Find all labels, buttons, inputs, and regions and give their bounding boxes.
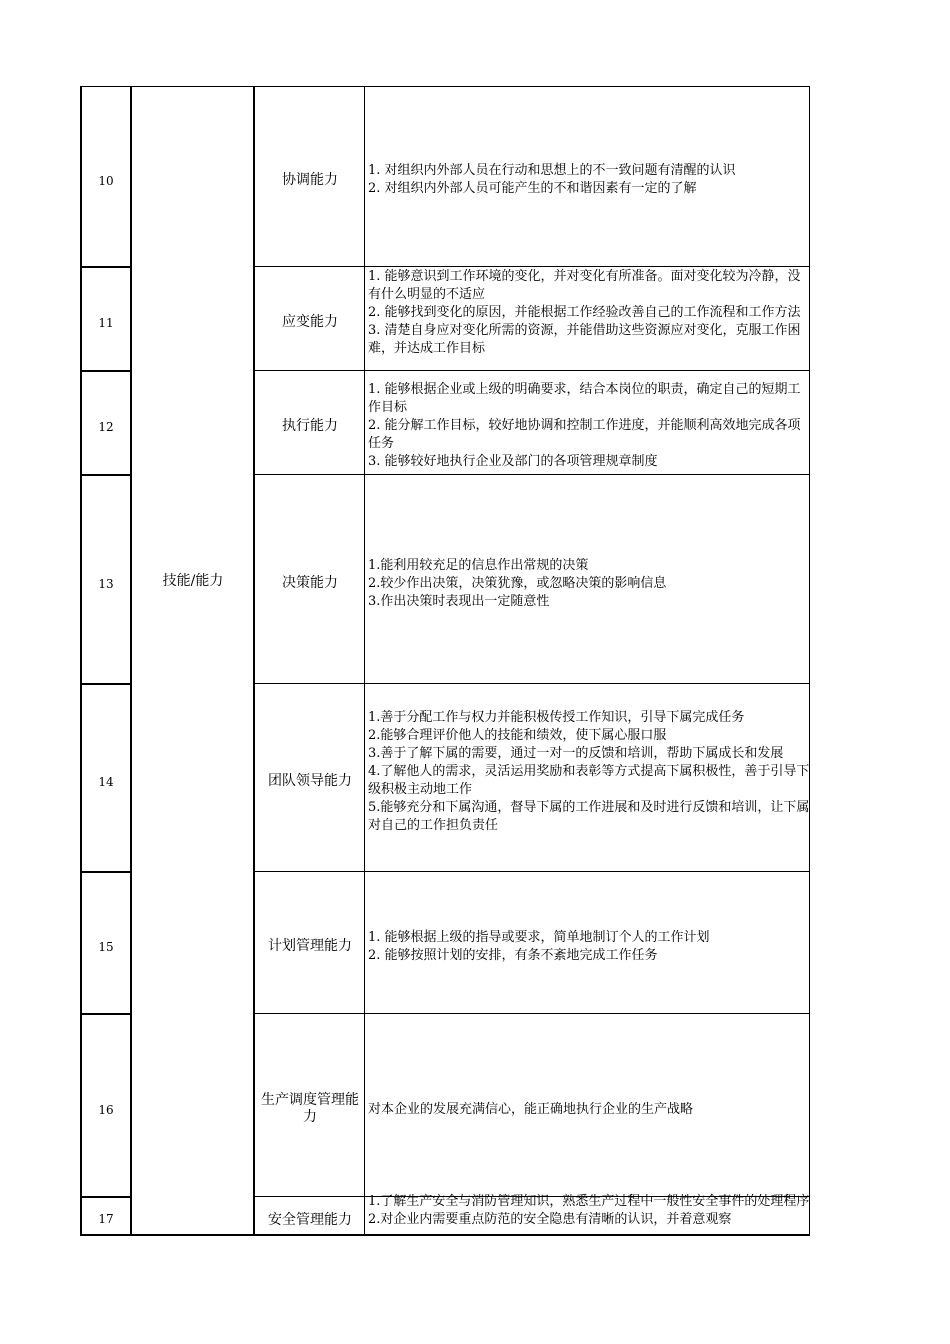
- row-divider: [80, 370, 132, 372]
- border-num-right: [130, 86, 132, 1236]
- border-top: [80, 86, 810, 87]
- row-number: 14: [98, 775, 114, 789]
- competency-name: 决策能力: [282, 575, 338, 591]
- competency-name: 安全管理能力: [268, 1212, 352, 1228]
- competency-description: 1. 能够根据上级的指导或要求，简单地制订个人的工作计划 2. 能够按照计划的安排，有条不紊地完成工作任务: [368, 930, 710, 963]
- competency-description: 1.善于分配工作与权力并能积极传授工作知识，引导下属完成任务 2.能够合理评价他人的技能和绩效，使下属心服口服 3.善于了解下属的需要，通过一对一的反馈和培训，帮助下属成长和发展 4.了解他人的需求，灵活运用奖励和表彰等方式提高下属积极性，善于引导下级积极主动地工作 5.能够充分和下属沟通，督导下属的工作进展和及时进行反馈和培训，让下属对自己的工作担负责任: [368, 710, 810, 833]
- competency-description: 1.了解生产安全与消防管理知识，熟悉生产过程中一般性安全事件的处理程序 2.对企业内需要重点防范的安全隐患有清晰的认识，并着意观察: [368, 1194, 810, 1227]
- competency-description: 1. 能够根据企业或上级的明确要求，结合本岗位的职责，确定自己的短期工作目标 2. 能分解工作目标，较好地协调和控制工作进度，并能顺利高效地完成各项任务 3. 能够较好地执行企业及部门的各项管理规章制度: [368, 382, 801, 469]
- row-divider: [80, 683, 132, 685]
- row-divider: [80, 871, 132, 873]
- row-divider: [253, 370, 810, 371]
- row-number: 17: [98, 1212, 114, 1226]
- competency-name: 生产调度管理能力: [261, 1092, 359, 1125]
- row-divider: [253, 683, 810, 684]
- border-cat-right: [253, 86, 255, 1236]
- border-left: [80, 86, 82, 1236]
- row-divider: [80, 1013, 132, 1015]
- row-divider: [80, 1196, 132, 1198]
- competency-name: 计划管理能力: [268, 938, 352, 954]
- row-divider: [253, 474, 810, 475]
- row-divider: [80, 266, 132, 268]
- row-divider: [80, 474, 132, 476]
- competency-name: 协调能力: [282, 172, 338, 188]
- row-divider: [253, 871, 810, 872]
- border-name-right: [364, 86, 365, 1236]
- competency-name: 团队领导能力: [268, 773, 352, 789]
- row-number: 13: [98, 577, 114, 591]
- category-cell: 技能/能力: [162, 573, 224, 589]
- row-divider: [253, 266, 810, 267]
- row-number: 11: [98, 316, 114, 330]
- competency-description: 1. 能够意识到工作环境的变化，并对变化有所准备。面对变化较为冷静，没有什么明显的不适应 2. 能够找到变化的原因，并能根据工作经验改善自己的工作流程和工作方法 3. 清楚自身应对变化所需的资源，并能借助这些资源应对变化，克服工作困难，并达成工作目标: [368, 269, 801, 356]
- competency-name: 应变能力: [282, 314, 338, 330]
- competency-description: 1.能利用较充足的信息作出常规的决策 2.较少作出决策，决策犹豫，或忽略决策的影响信息 3.作出决策时表现出一定随意性: [368, 558, 667, 609]
- competency-description: 对本企业的发展充满信心，能正确地执行企业的生产战略: [368, 1102, 694, 1117]
- row-number: 16: [98, 1103, 114, 1117]
- competency-description: 1. 对组织内外部人员在行动和思想上的不一致问题有清醒的认识 2. 对组织内外部人员可能产生的不和谐因素有一定的了解: [368, 163, 736, 196]
- row-number: 12: [98, 420, 114, 434]
- row-divider: [253, 1013, 810, 1014]
- competency-name: 执行能力: [282, 418, 338, 434]
- row-number: 15: [98, 940, 114, 954]
- border-right: [809, 86, 810, 1236]
- row-number: 10: [98, 174, 114, 188]
